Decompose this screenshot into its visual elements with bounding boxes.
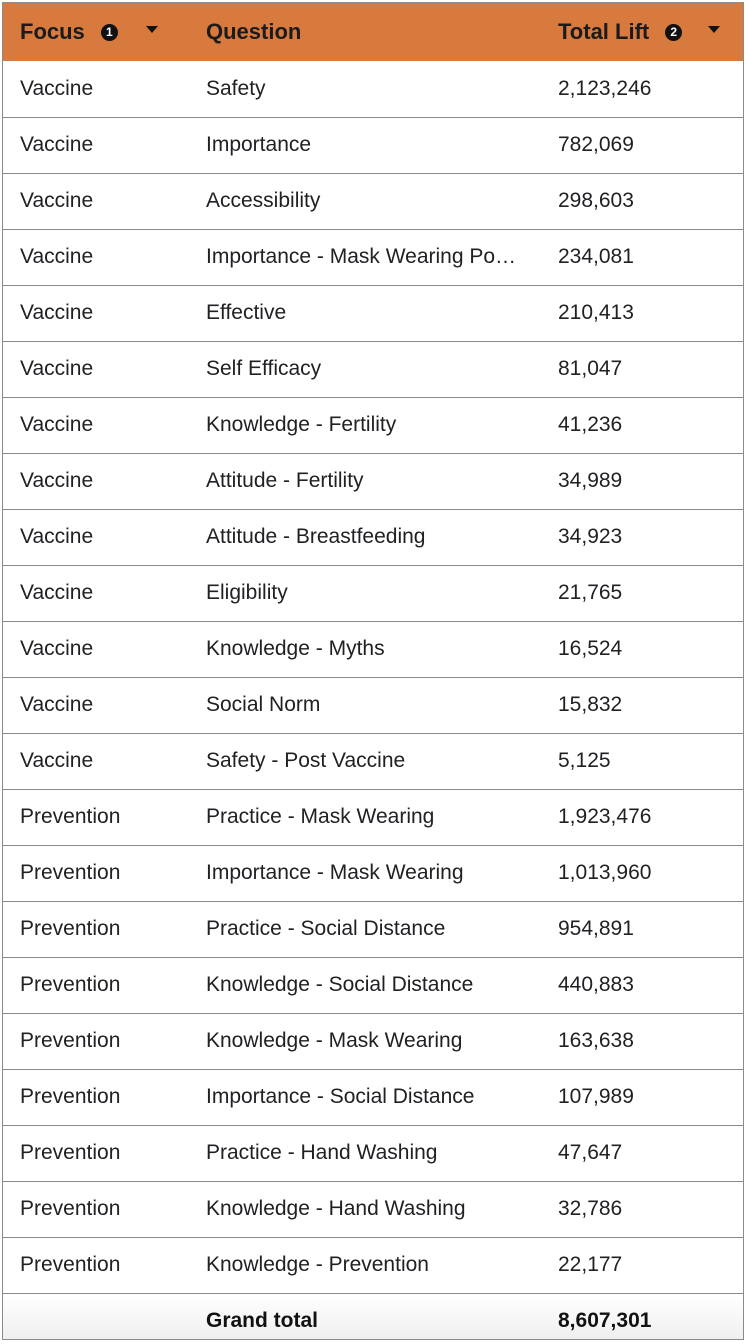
cell-question: Attitude - Fertility bbox=[206, 469, 364, 492]
cell-total-lift: 210,413 bbox=[558, 301, 634, 324]
table-row[interactable] bbox=[3, 565, 743, 621]
table-row[interactable] bbox=[3, 1069, 743, 1125]
cell-total-lift: 15,832 bbox=[558, 693, 623, 716]
cell-question: Knowledge - Myths bbox=[206, 637, 385, 660]
table-row[interactable] bbox=[3, 341, 743, 397]
cell-focus: Vaccine bbox=[20, 189, 94, 212]
grand-total-label: Grand total bbox=[206, 1309, 319, 1333]
info-icon[interactable]: 2 bbox=[665, 24, 682, 41]
cell-total-lift: 1,013,960 bbox=[558, 861, 652, 884]
table-row[interactable] bbox=[3, 621, 743, 677]
cell-focus: Prevention bbox=[20, 861, 121, 884]
cell-total-lift: 47,647 bbox=[558, 1141, 623, 1164]
cell-focus: Prevention bbox=[20, 1029, 121, 1052]
cell-question: Safety - Post Vaccine bbox=[206, 749, 406, 772]
data-table bbox=[2, 2, 744, 1340]
table-row[interactable] bbox=[3, 61, 743, 117]
cell-total-lift: 440,883 bbox=[558, 973, 634, 996]
table-row[interactable] bbox=[3, 117, 743, 173]
cell-focus: Vaccine bbox=[20, 637, 94, 660]
table-row[interactable] bbox=[3, 733, 743, 789]
cell-focus: Vaccine bbox=[20, 469, 94, 492]
table-row[interactable] bbox=[3, 957, 743, 1013]
table-row[interactable] bbox=[3, 677, 743, 733]
cell-total-lift: 34,923 bbox=[558, 525, 623, 548]
cell-question: Knowledge - Prevention bbox=[206, 1253, 429, 1276]
column-header-focus[interactable] bbox=[3, 3, 186, 61]
cell-total-lift: 32,786 bbox=[558, 1197, 623, 1220]
cell-question: Social Norm bbox=[206, 693, 321, 716]
cell-focus: Prevention bbox=[20, 805, 121, 828]
table-row[interactable] bbox=[3, 845, 743, 901]
cell-question: Safety bbox=[206, 76, 266, 100]
grand-total-value: 8,607,301 bbox=[558, 1309, 652, 1333]
cell-focus: Vaccine bbox=[20, 413, 94, 436]
cell-focus: Vaccine bbox=[20, 693, 94, 716]
table-row[interactable] bbox=[3, 1181, 743, 1237]
table-row[interactable] bbox=[3, 901, 743, 957]
cell-question: Practice - Social Distance bbox=[206, 917, 446, 940]
cell-focus: Prevention bbox=[20, 1085, 121, 1108]
cell-focus: Prevention bbox=[20, 973, 121, 996]
cell-question: Knowledge - Mask Wearing bbox=[206, 1029, 463, 1052]
column-header-total-lift[interactable] bbox=[538, 3, 743, 61]
column-header-question-label: Question bbox=[206, 19, 302, 44]
table-row[interactable] bbox=[3, 285, 743, 341]
cell-total-lift: 41,236 bbox=[558, 413, 623, 436]
cell-question: Practice - Hand Washing bbox=[206, 1141, 438, 1164]
cell-total-lift: 298,603 bbox=[558, 189, 634, 212]
cell-question: Importance - Social Distance bbox=[206, 1085, 475, 1108]
cell-question: Eligibility bbox=[206, 581, 288, 604]
table-row[interactable] bbox=[3, 509, 743, 565]
cell-total-lift: 107,989 bbox=[558, 1085, 634, 1108]
cell-total-lift: 163,638 bbox=[558, 1029, 634, 1052]
cell-total-lift: 34,989 bbox=[558, 469, 623, 492]
info-icon[interactable]: 1 bbox=[101, 24, 118, 41]
cell-focus: Prevention bbox=[20, 1253, 121, 1276]
cell-total-lift: 16,524 bbox=[558, 637, 623, 660]
grand-total-focus bbox=[3, 1293, 186, 1340]
cell-focus: Vaccine bbox=[20, 245, 94, 268]
cell-question: Importance - Mask Wearing Po… bbox=[206, 245, 517, 268]
table-row[interactable] bbox=[3, 397, 743, 453]
cell-question: Knowledge - Hand Washing bbox=[206, 1197, 466, 1220]
cell-total-lift: 234,081 bbox=[558, 245, 634, 268]
cell-total-lift: 81,047 bbox=[558, 357, 623, 380]
cell-focus: Prevention bbox=[20, 1141, 121, 1164]
cell-question: Knowledge - Social Distance bbox=[206, 973, 474, 996]
table-row[interactable] bbox=[3, 229, 743, 285]
cell-focus: Vaccine bbox=[20, 133, 94, 156]
cell-question: Importance - Mask Wearing bbox=[206, 861, 464, 884]
table-row[interactable] bbox=[3, 1013, 743, 1069]
sort-arrow-down-icon[interactable] bbox=[146, 26, 158, 33]
cell-total-lift: 954,891 bbox=[558, 917, 634, 940]
cell-question: Effective bbox=[206, 301, 287, 324]
cell-total-lift: 21,765 bbox=[558, 581, 623, 604]
column-header-question[interactable] bbox=[186, 3, 538, 61]
cell-focus: Vaccine bbox=[20, 581, 94, 604]
column-header-focus-label: Focus bbox=[20, 19, 85, 44]
column-header-total-lift-label: Total Lift bbox=[558, 19, 650, 44]
cell-question: Attitude - Breastfeeding bbox=[206, 525, 426, 548]
cell-focus: Vaccine bbox=[20, 749, 94, 772]
cell-question: Practice - Mask Wearing bbox=[206, 805, 435, 828]
cell-focus: Vaccine bbox=[20, 301, 94, 324]
table-row[interactable] bbox=[3, 1237, 743, 1293]
cell-focus: Vaccine bbox=[20, 525, 94, 548]
table-row[interactable] bbox=[3, 1125, 743, 1181]
cell-question: Self Efficacy bbox=[206, 357, 322, 380]
cell-total-lift: 782,069 bbox=[558, 133, 634, 156]
cell-question: Knowledge - Fertility bbox=[206, 413, 397, 436]
table-header-row bbox=[3, 3, 743, 61]
cell-question: Accessibility bbox=[206, 189, 321, 212]
cell-total-lift: 22,177 bbox=[558, 1253, 623, 1276]
table-row[interactable] bbox=[3, 789, 743, 845]
grand-total-row bbox=[3, 1293, 743, 1340]
cell-total-lift: 5,125 bbox=[558, 749, 611, 772]
sort-arrow-down-icon[interactable] bbox=[708, 26, 720, 33]
cell-question: Importance bbox=[206, 133, 312, 156]
cell-focus: Prevention bbox=[20, 1197, 121, 1220]
cell-focus: Prevention bbox=[20, 917, 121, 940]
cell-total-lift: 2,123,246 bbox=[558, 76, 652, 100]
cell-focus: Vaccine bbox=[20, 76, 94, 100]
table-row[interactable] bbox=[3, 173, 743, 229]
cell-focus: Vaccine bbox=[20, 357, 94, 380]
cell-total-lift: 1,923,476 bbox=[558, 805, 652, 828]
table-row[interactable] bbox=[3, 453, 743, 509]
